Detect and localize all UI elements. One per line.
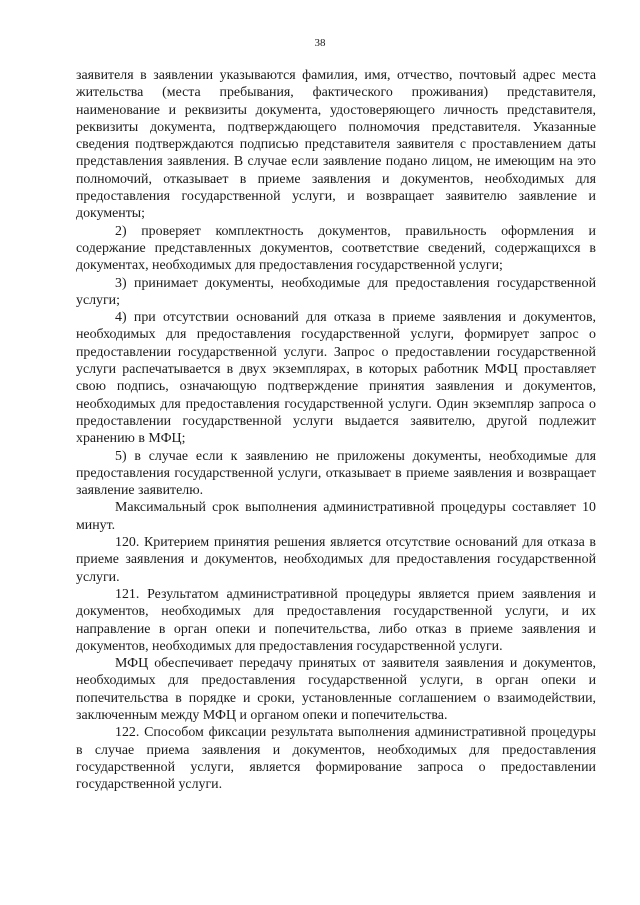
page-number: 38: [314, 37, 326, 49]
paragraph-122: 122. Способом фиксации результата выполнения административной процедуры в случае приема заявления и документов, необходимых для предоставления государственной услуги, является формирование запроса о предоставлении государственной услуги.: [76, 725, 596, 793]
paragraph-max-duration: Максимальный срок выполнения административной процедуры составляет 10 минут.: [76, 500, 596, 533]
paragraph-applicant-representative: заявителя в заявлении указываются фамилия, имя, отчество, почтовый адрес места жительства (места пребывания, фактического проживания) представителя, наименование и реквизиты документа, удостоверяющего личность представителя, реквизиты документа, подтверждающего полномочия представителя. Указанные сведения подтверждаются подписью представителя заявителя с проставлением даты представления заявления. В случае если заявление подано лицом, не имеющим на это полномочий, отказывает в приеме заявления и документов, необходимых для предоставления государственной услуги, и возвращает заявителю заявление и документы;: [76, 68, 596, 222]
paragraph-item-2: 2) проверяет комплектность документов, правильность оформления и содержание представленных документов, соответствие сведений, содержащихся в документах, необходимых для предоставления государственной услуги;: [76, 223, 596, 274]
document-body: [76, 67, 596, 793]
paragraph-121: 121. Результатом административной процедуры является прием заявления и документов, необходимых для предоставления государственной услуги, и их направление в орган опеки и попечительства, либо отказ в приеме заявления и документов, необходимых для предоставления государственной услуги.: [76, 586, 596, 654]
paragraph-120: 120. Критерием принятия решения является отсутствие оснований для отказа в приеме заявления и документов, необходимых для предоставления государственной услуги.: [76, 535, 596, 585]
paragraph-mfc-transfer: МФЦ обеспечивает передачу принятых от заявителя заявления и документов, необходимых для предоставления государственной услуги, в орган опеки и попечительства в порядке и сроки, установленные соглашением о взаимодействии, заключенным между МФЦ и органом опеки и попечительства.: [76, 656, 596, 723]
paragraph-item-5: 5) в случае если к заявлению не приложены документы, необходимые для предоставления государственной услуги, отказывает в приеме заявления и возвращает заявление заявителю.: [76, 448, 596, 499]
paragraph-item-4: 4) при отсутствии оснований для отказа в приеме заявления и документов, необходимых для предоставления государственной услуги, формирует запрос о предоставлении государственной услуги. Запрос о предоставлении государственной услуги распечатывается в двух экземплярах, в которых работник МФЦ проставляет свою подпись, означающую подтверждение принятия заявления и документов, необходимых для предоставления государственной услуги. Один экземпляр запроса о предоставлении государственной услуги выдается заявителю, другой подлежит хранению в МФЦ;: [76, 310, 596, 447]
paragraph-item-3: 3) принимает документы, необходимые для предоставления государственной услуги;: [76, 275, 596, 308]
